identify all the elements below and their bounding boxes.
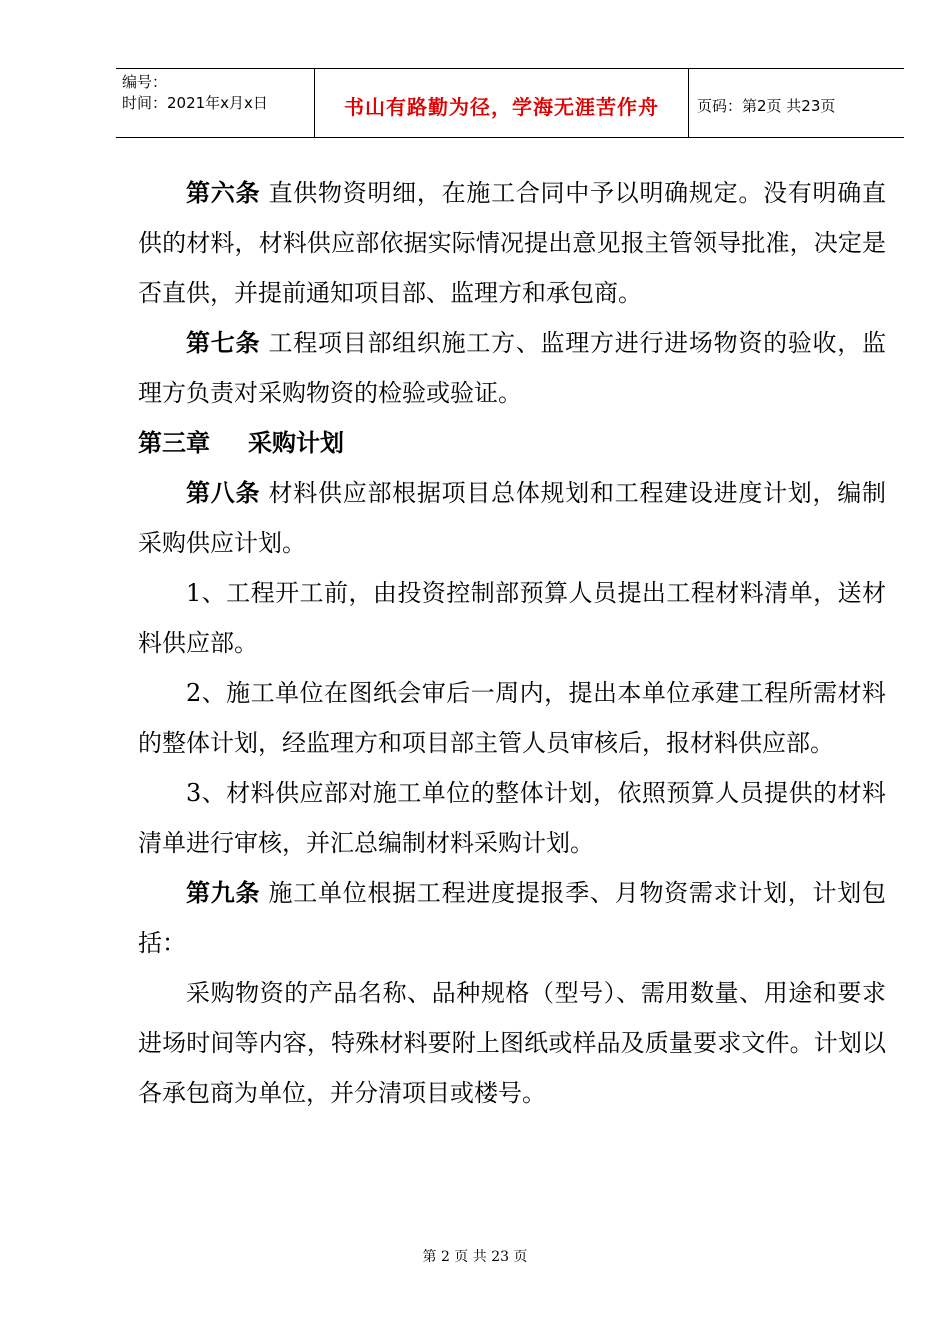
page-footer: 第 2 页 共 23 页	[422, 1249, 528, 1265]
header-meta	[116, 69, 315, 137]
article-7-text: 工程项目部组织施工方、监理方进行进场物资的验收，监理方负责对采购物资的检验或验证。	[138, 329, 886, 407]
chapter-heading	[138, 418, 886, 468]
article-8-title: 第八条	[186, 479, 261, 507]
time-label: 时间：2021年x月x日	[122, 94, 268, 112]
article-6-title: 第六条	[186, 179, 261, 207]
chapter-number: 第三章	[138, 429, 210, 457]
article-6	[138, 168, 886, 318]
article-6-text: 直供物资明细，在施工合同中予以明确规定。没有明确直供的材料，材料供应部依据实际情况提出意见报主管领导批准，决定是否直供，并提前通知项目部、监理方和承包商。	[138, 179, 886, 307]
list-item-2: 2、施工单位在图纸会审后一周内，提出本单位承建工程所需材料的整体计划，经监理方和项目部主管人员审核后，报材料供应部。	[138, 679, 886, 757]
article-9-text: 施工单位根据工程进度提报季、月物资需求计划，计划包括：	[138, 879, 886, 957]
list-item-1: 1、工程开工前，由投资控制部预算人员提出工程材料清单，送材料供应部。	[138, 579, 886, 657]
article-7-title: 第七条	[186, 329, 261, 357]
document-body	[138, 168, 886, 1118]
header-page-info: 页码：第2页 共23页	[697, 96, 836, 115]
article-8-text: 材料供应部根据项目总体规划和工程建设进度计划，编制采购供应计划。	[138, 479, 886, 557]
page-header	[116, 68, 904, 138]
article-7	[138, 318, 886, 418]
list-item-3: 3、材料供应部对施工单位的整体计划，依照预算人员提供的材料清单进行审核，并汇总编制材料采购计划。	[138, 779, 886, 857]
number-label: 编号：	[122, 73, 168, 91]
plan-content: 采购物资的产品名称、品种规格（型号）、需用数量、用途和要求进场时间等内容，特殊材料要附上图纸或样品及质量要求文件。计划以各承包商为单位，并分清项目或楼号。	[138, 979, 886, 1107]
article-8	[138, 468, 886, 568]
chapter-title: 采购计划	[248, 429, 344, 457]
header-motto: 书山有路勤为径，学海无涯苦作舟	[315, 69, 689, 137]
article-9	[138, 868, 886, 968]
article-9-title: 第九条	[186, 879, 261, 907]
